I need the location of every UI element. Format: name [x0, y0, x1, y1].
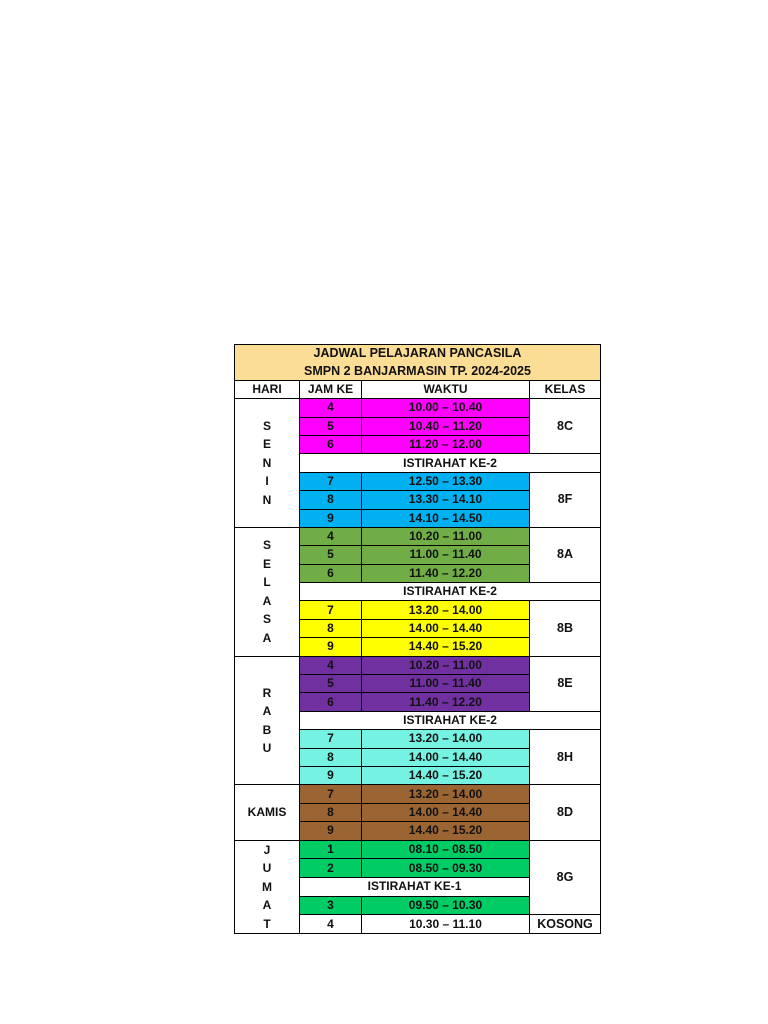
istirahat-row: ISTIRAHAT KE-2	[300, 583, 601, 601]
table-row	[235, 399, 601, 417]
day-letter: A	[262, 593, 272, 608]
day-letter: S	[262, 538, 271, 553]
waktu-cell: 13.20 – 14.00	[362, 730, 530, 748]
kelas-cell: KOSONG	[530, 915, 601, 934]
waktu-cell: 14.40 – 15.20	[362, 766, 530, 784]
day-letter: L	[263, 575, 271, 590]
waktu-cell: 08.50 – 09.30	[362, 859, 530, 878]
jam-cell: 4	[300, 527, 362, 545]
waktu-cell: 13.20 – 14.00	[362, 785, 530, 803]
waktu-cell: 11.20 – 12.00	[362, 435, 530, 453]
day-letter: E	[262, 437, 271, 452]
waktu-cell: 13.30 – 14.10	[362, 491, 530, 509]
day-jumat	[235, 840, 300, 934]
waktu-cell: 14.40 – 15.20	[362, 822, 530, 840]
waktu-cell: 10.00 – 10.40	[362, 399, 530, 417]
jam-cell: 8	[300, 619, 362, 637]
istirahat-row: ISTIRAHAT KE-1	[300, 877, 530, 896]
day-letter: R	[262, 685, 272, 700]
istirahat-row: ISTIRAHAT KE-2	[300, 711, 601, 729]
jam-cell: 2	[300, 859, 362, 878]
day-letter: M	[262, 879, 272, 894]
day-letter: S	[262, 418, 271, 433]
jam-cell: 7	[300, 472, 362, 490]
waktu-cell: 11.00 – 11.40	[362, 546, 530, 564]
day-letter: I	[265, 474, 269, 489]
waktu-cell: 10.40 – 11.20	[362, 417, 530, 435]
jam-cell: 9	[300, 822, 362, 840]
kelas-cell: 8H	[530, 730, 601, 785]
day-letter: A	[262, 898, 272, 913]
istirahat-row: ISTIRAHAT KE-2	[300, 454, 601, 472]
waktu-cell: 11.00 – 11.40	[362, 675, 530, 693]
waktu-cell: 11.40 – 12.20	[362, 693, 530, 711]
schedule-subtitle: SMPN 2 BANJARMASIN TP. 2024-2025	[235, 362, 601, 380]
table-row	[235, 527, 601, 545]
day-letter: N	[262, 455, 272, 470]
waktu-cell: 10.20 – 11.00	[362, 527, 530, 545]
table-row	[235, 656, 601, 674]
jam-cell: 4	[300, 656, 362, 674]
jam-cell: 7	[300, 730, 362, 748]
jam-cell: 5	[300, 546, 362, 564]
waktu-cell: 14.00 – 14.40	[362, 748, 530, 766]
jam-cell: 7	[300, 601, 362, 619]
waktu-cell: 14.40 – 15.20	[362, 638, 530, 656]
day-selasa	[235, 527, 300, 656]
kelas-cell: 8F	[530, 472, 601, 527]
table-row	[235, 785, 601, 803]
waktu-cell: 14.00 – 14.40	[362, 803, 530, 821]
waktu-cell: 10.20 – 11.00	[362, 656, 530, 674]
kelas-cell: 8E	[530, 656, 601, 711]
header-jam-ke: JAM KE	[300, 380, 362, 398]
schedule-title: JADWAL PELAJARAN PANCASILA	[235, 345, 601, 363]
day-letter: B	[262, 722, 272, 737]
waktu-cell: 12.50 – 13.30	[362, 472, 530, 490]
jam-cell: 1	[300, 840, 362, 859]
waktu-cell: 11.40 – 12.20	[362, 564, 530, 582]
jam-cell: 4	[300, 915, 362, 934]
day-letter: S	[262, 612, 271, 627]
day-letter: J	[263, 842, 271, 857]
header-waktu: WAKTU	[362, 380, 530, 398]
day-letter: T	[263, 916, 271, 931]
waktu-cell: 08.10 – 08.50	[362, 840, 530, 859]
header-hari: HARI	[235, 380, 300, 398]
waktu-cell: 09.50 – 10.30	[362, 896, 530, 915]
jam-cell: 5	[300, 675, 362, 693]
day-letter: U	[262, 861, 272, 876]
schedule-table	[234, 344, 601, 934]
table-row	[235, 840, 601, 859]
jam-cell: 6	[300, 435, 362, 453]
header-row	[235, 380, 601, 398]
waktu-cell: 10.30 – 11.10	[362, 915, 530, 934]
kelas-cell: 8B	[530, 601, 601, 656]
day-kamis: KAMIS	[235, 785, 300, 840]
jam-cell: 8	[300, 491, 362, 509]
jam-cell: 4	[300, 399, 362, 417]
jam-cell: 5	[300, 417, 362, 435]
jam-cell: 9	[300, 509, 362, 527]
jam-cell: 8	[300, 748, 362, 766]
waktu-cell: 14.00 – 14.40	[362, 619, 530, 637]
jam-cell: 6	[300, 693, 362, 711]
day-rabu	[235, 656, 300, 785]
day-letter: U	[262, 741, 272, 755]
day-senin	[235, 399, 300, 528]
day-letter: A	[262, 630, 272, 645]
waktu-cell: 14.10 – 14.50	[362, 509, 530, 527]
day-letter: N	[262, 492, 272, 507]
kelas-cell: 8A	[530, 527, 601, 582]
waktu-cell: 13.20 – 14.00	[362, 601, 530, 619]
jam-cell: 9	[300, 766, 362, 784]
day-letter: A	[262, 704, 272, 718]
jam-cell: 3	[300, 896, 362, 915]
kelas-cell: 8G	[530, 840, 601, 915]
header-kelas: KELAS	[530, 380, 601, 398]
jam-cell: 8	[300, 803, 362, 821]
day-letter: E	[262, 556, 271, 571]
kelas-cell: 8D	[530, 785, 601, 840]
jam-cell: 6	[300, 564, 362, 582]
jam-cell: 9	[300, 638, 362, 656]
jam-cell: 7	[300, 785, 362, 803]
kelas-cell: 8C	[530, 399, 601, 454]
